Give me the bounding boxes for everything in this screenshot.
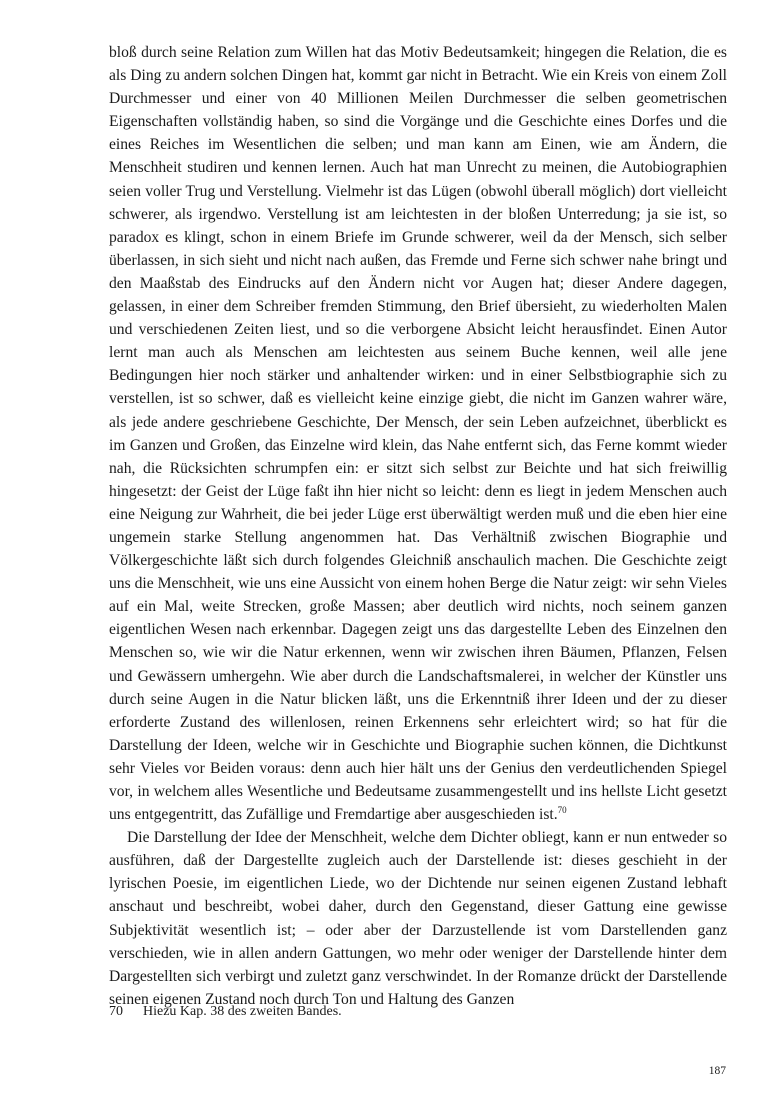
paragraph-1-text: bloß durch seine Relation zum Willen hat das Motiv Bedeutsamkeit; hingegen die Relation, die es als Ding zu andern solchen Dingen hat, kommt gar nicht in Betracht. Wie ein Kreis von einem Zoll Durchmesser und einer von 40 Millionen Meilen Durchmesser die selben geometrischen Eigenschaften vollständig haben, so sind die Vorgänge und die Geschichte eines Dorfes und die eines Reiches im Wesentlichen die selben; und man kann am Einen, wie am Ändern, die Menschheit studiren und kennen lernen. Auch hat man Unrecht zu meinen, die Autobiographien seien voller Trug und Verstellung. Vielmehr ist das Lügen (obwohl überall möglich) dort vielleicht schwerer, als irgendwo. Verstellung ist am leichtesten in der bloßen Unterredung; ja sie ist, so paradox es klingt, schon in einem Briefe im Grunde schwerer, weil da der Mensch, sich selber überlassen, in sich sieht und nicht nach außen, das Fremde und Ferne sich schwer nahe bringt und den Maaßstab des Eindrucks auf den Ändern nicht vor Augen hat; dieser Andere dagegen, gelassen, in einer dem Schreiber fremden Stimmung, den Brief übersieht, zu wiederholten Malen und verschiedenen Zeiten liest, und so die verborgene Absicht leicht herausfindet. Einen Autor lernt man auch als Menschen am leichtesten aus seinem Buche kennen, weil alle jene Bedingungen hier noch stärker und anhaltender wirken: und in einer Selbstbiographie sich zu verstellen, ist so schwer, daß es vielleicht keine einzige giebt, die nicht im Ganzen wahrer wäre, als jede andere geschriebene Geschichte, Der Mensch, der sein Leben aufzeichnet, überblickt es im Ganzen und Großen, das Einzelne wird klein, das Nahe entfernt sich, das Ferne kommt wieder nah, die Rücksichten schrumpfen ein: er sitzt sich selbst zur Beichte und hat sich freiwillig hingesetzt: der Geist der Lüge faßt ihn hier nicht so leicht: denn es liegt in jedem Menschen auch eine Neigung zur Wahrheit, die bei jeder Lüge erst überwältigt werden muß und die eben hier eine ungemein starke Stellung angenommen hat. Das Verhältniß zwischen Biographie und Völkergeschichte läßt sich durch folgendes Gleichniß anschaulich machen. Die Geschichte zeigt uns die Menschheit, wie uns eine Aussicht von einem hohen Berge die Natur zeigt: wir sehn Vieles auf ein Mal, weite Strecken, große Massen; aber deutlich wird nichts, noch seinem ganzen eigentlichen Wesen nach erkennbar. Dagegen zeigt uns das dargestellte Leben des Einzelnen den Menschen so, wie wir die Natur erkennen, wenn wir zwischen ihren Bäumen, Pflanzen, Felsen und Gewässern umhergehn. Wie aber durch die Landschaftsmalerei, in welcher der Künstler uns durch seine Augen in die Natur blicken läßt, uns die Erkenntniß ihrer Ideen und der zu dieser erforderte Zustand des willenlosen, reinen Erkennens sehr erleichtert wird; so hat für die Darstellung der Ideen, welche wir in Geschichte und Biographie suchen können, die Dichtkunst sehr Vieles vor Beiden voraus: denn auch hier hält uns der Genius den verdeutlichenden Spiegel vor, in welchem alles Wesentliche und Bedeutsame zusammengestellt und ins hellste Licht gesetzt uns entgegentritt, das Zufällige und Fremdartige aber ausgeschieden ist. xyxy=(109,44,727,824)
footnote-reference[interactable]: 70 xyxy=(557,804,567,815)
body-text xyxy=(109,41,727,1011)
page-content xyxy=(109,41,727,1011)
footnote-number: 70 xyxy=(109,1004,123,1019)
page-number: 187 xyxy=(708,1065,726,1077)
footnote-text: Hiezu Kap. 38 des zweiten Bandes. xyxy=(143,1004,342,1019)
paragraph-2-text: Die Darstellung der Idee der Menschheit, welche dem Dichter obliegt, kann er nun entweder so ausführen, daß der Dargestellte zugleich auch der Darstellende ist: dieses geschieht in der lyrischen Poesie, im eigentlichen Liede, wo der Dichtende nur seinen eigenen Zustand lebhaft anschaut und beschreibt, wobei daher, durch den Gegenstand, dieser Gattung eine gewisse Subjektivität wesentlich ist; – oder aber der Darzustellende ist vom Darstellenden ganz verschieden, wie in allen andern Gattungen, wo mehr oder weniger der Darstellende hinter dem Dargestellten sich verbirgt und zuletzt ganz verschwindet. In der Romanze drückt der Darstellende seinen eigenen Zustand noch durch Ton und Haltung des Ganzen xyxy=(109,829,727,1008)
paragraph-2 xyxy=(109,826,727,1011)
footnote xyxy=(109,1003,727,1021)
paragraph-1 xyxy=(109,41,727,826)
